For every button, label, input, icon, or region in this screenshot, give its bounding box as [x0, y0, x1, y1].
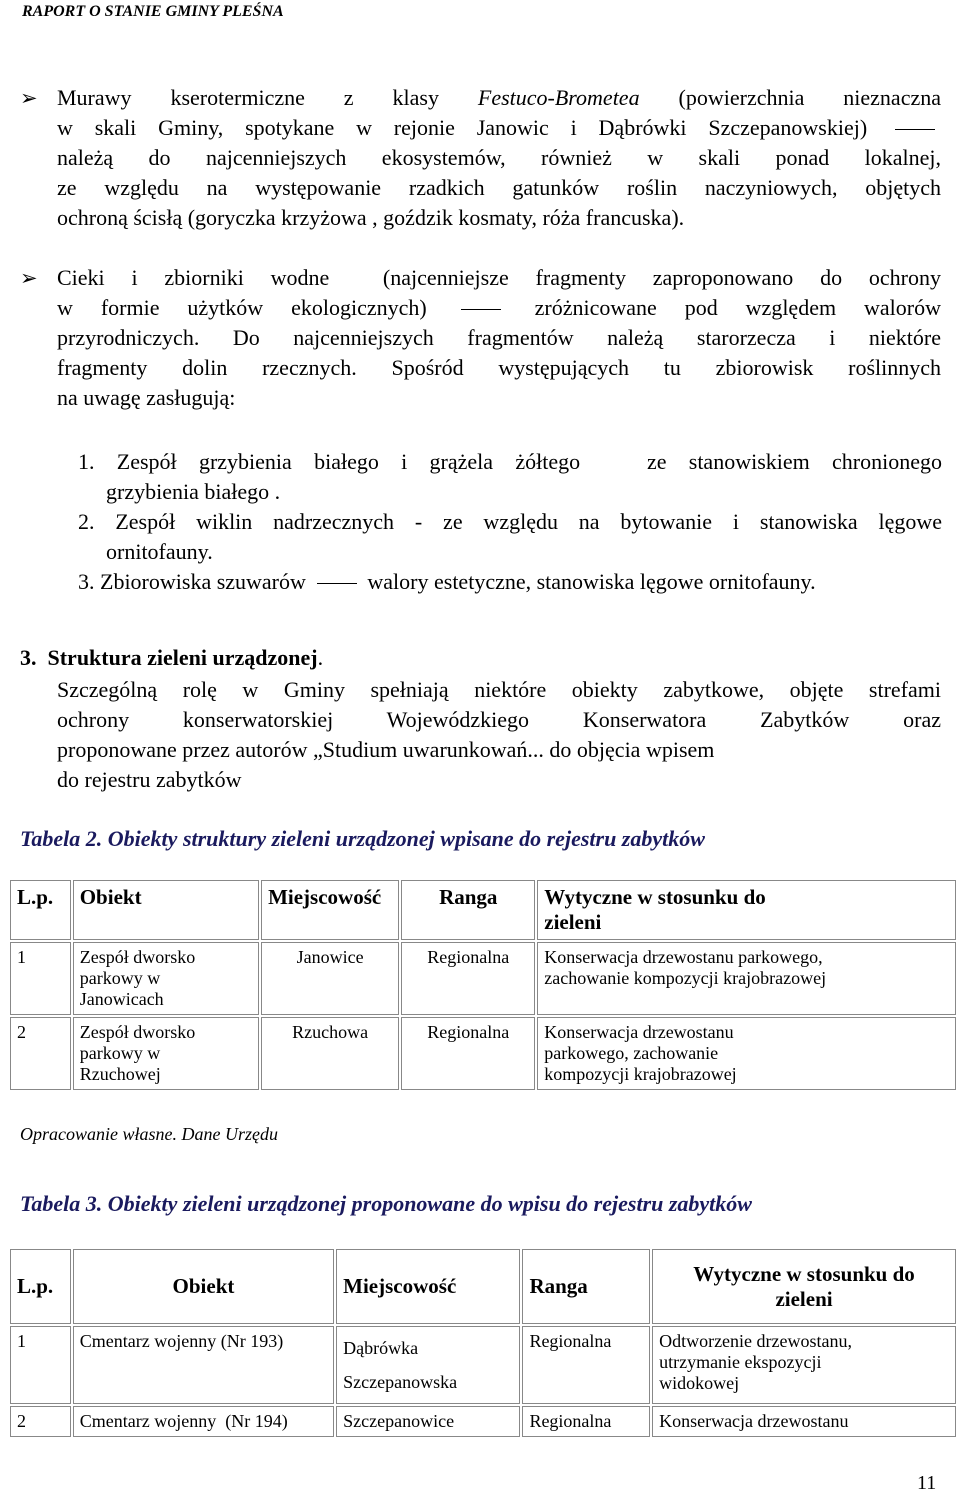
header-cell: Obiekt: [73, 1249, 334, 1324]
table-header-row: [10, 1249, 956, 1324]
list-item: 1. Zespół grzybienia białego i grążela żółtego ze stanowiskiem chronionego: [78, 449, 943, 474]
table2: [8, 878, 958, 1092]
para-line: należą do najcenniejszych ekosystemów, również w skali ponad lokalnej,: [57, 145, 941, 170]
header-cell: Miejscowość: [261, 880, 399, 940]
header-cell: Ranga: [522, 1249, 650, 1324]
para-line: Cieki i zbiorniki wodne (najcenniejsze fragmenty zaproponowano do ochrony: [57, 265, 941, 290]
list-item: 3. Zbiorowiska szuwarów walory estetyczne, stanowiska lęgowe ornitofauny.: [78, 569, 816, 594]
para-line: fragmenty dolin rzecznych. Spośród występujących tu zbiorowisk roślinnych: [57, 355, 941, 380]
para-line: na uwagę zasługują:: [57, 385, 236, 410]
table-row: 1 Cmentarz wojenny (Nr 193) Dąbrówka Szczepanowska Regionalna Odtworzenie drzewostanu, utrzymanie ekspozycji widokowej: [10, 1326, 956, 1404]
header-cell: Obiekt: [73, 880, 259, 940]
numbered-list: [78, 447, 942, 597]
table3: [8, 1247, 958, 1439]
header-cell: Wytyczne w stosunku do zieleni: [652, 1249, 956, 1324]
header-cell: L.p.: [10, 880, 71, 940]
para-line: Szczególną rolę w Gminy spełniają niektóre obiekty zabytkowe, objęte strefami: [57, 677, 941, 702]
header-cell: Wytyczne w stosunku do zieleni: [537, 880, 956, 940]
section-paragraph: [57, 675, 941, 795]
page-number: 11: [917, 1472, 937, 1494]
para-line: przyrodniczych. Do najcenniejszych fragmentów należą starorzecza i niektóre: [57, 325, 941, 350]
em-dash: [317, 583, 357, 584]
arrow-bullet-icon: ➢: [20, 86, 38, 110]
bullet-paragraph-1: [57, 83, 941, 233]
list-item-cont: grzybienia białego .: [106, 479, 281, 504]
table-row: 2 Zespół dworsko parkowy w Rzuchowej Rzuchowa Regionalna Konserwacja drzewostanu parkowego, zachowanie kompozycji krajobrazowej: [10, 1017, 956, 1090]
para-line: ze względu na występowanie rzadkich gatunków roślin naczyniowych, objętych: [57, 175, 941, 200]
header-cell: Ranga: [401, 880, 535, 940]
table2-caption: Tabela 2. Obiekty struktury zieleni urządzonej wpisane do rejestru zabytków: [20, 826, 705, 851]
bullet-paragraph-2: [57, 263, 941, 413]
para-line: w skali Gminy, spotykane w rejonie Janowic i Dąbrówki Szczepanowskiej): [57, 113, 941, 143]
arrow-bullet-icon: ➢: [20, 266, 38, 290]
table-header-row: [10, 880, 956, 940]
para-line: proponowane przez autorów „Studium uwarunkowań... do objęcia wpisem: [57, 737, 715, 762]
para-line: w formie użytków ekologicznych) zróżnicowane pod względem walorów: [57, 295, 941, 320]
table-row: 1 Zespół dworsko parkowy w Janowicach Janowice Regionalna Konserwacja drzewostanu parkowego, zachowanie kompozycji krajobrazowej: [10, 942, 956, 1015]
table3-caption: Tabela 3. Obiekty zieleni urządzonej proponowane do wpisu do rejestru zabytków: [20, 1191, 752, 1216]
para-line: ochrony konserwatorskiej Wojewódzkiego Konserwatora Zabytków oraz: [57, 707, 941, 732]
para-line: ochroną ścisłą (goryczka krzyżowa , goździk kosmaty, róża francuska).: [57, 205, 685, 230]
table2-source-note: Opracowanie własne. Dane Urzędu: [20, 1124, 278, 1144]
list-item: 2. Zespół wiklin nadrzecznych - ze względu na bytowanie i stanowiska lęgowe: [78, 509, 942, 534]
section-heading: 3. Struktura zieleni urządzonej.: [20, 645, 324, 670]
para-line: Murawy kserotermiczne z klasy Festuco-Brometea (powierzchnia nieznaczna: [57, 85, 941, 110]
header-cell: L.p.: [10, 1249, 71, 1324]
list-item-cont: ornitofauny.: [106, 539, 213, 564]
para-line: do rejestru zabytków: [57, 767, 242, 792]
em-dash: [461, 309, 501, 310]
header-cell: Miejscowość: [336, 1249, 520, 1324]
table-row: 2 Cmentarz wojenny (Nr 194) Szczepanowice Regionalna Konserwacja drzewostanu: [10, 1406, 956, 1437]
em-dash: [895, 129, 935, 130]
running-header: RAPORT O STANIE GMINY PLEŚNA: [22, 3, 284, 20]
